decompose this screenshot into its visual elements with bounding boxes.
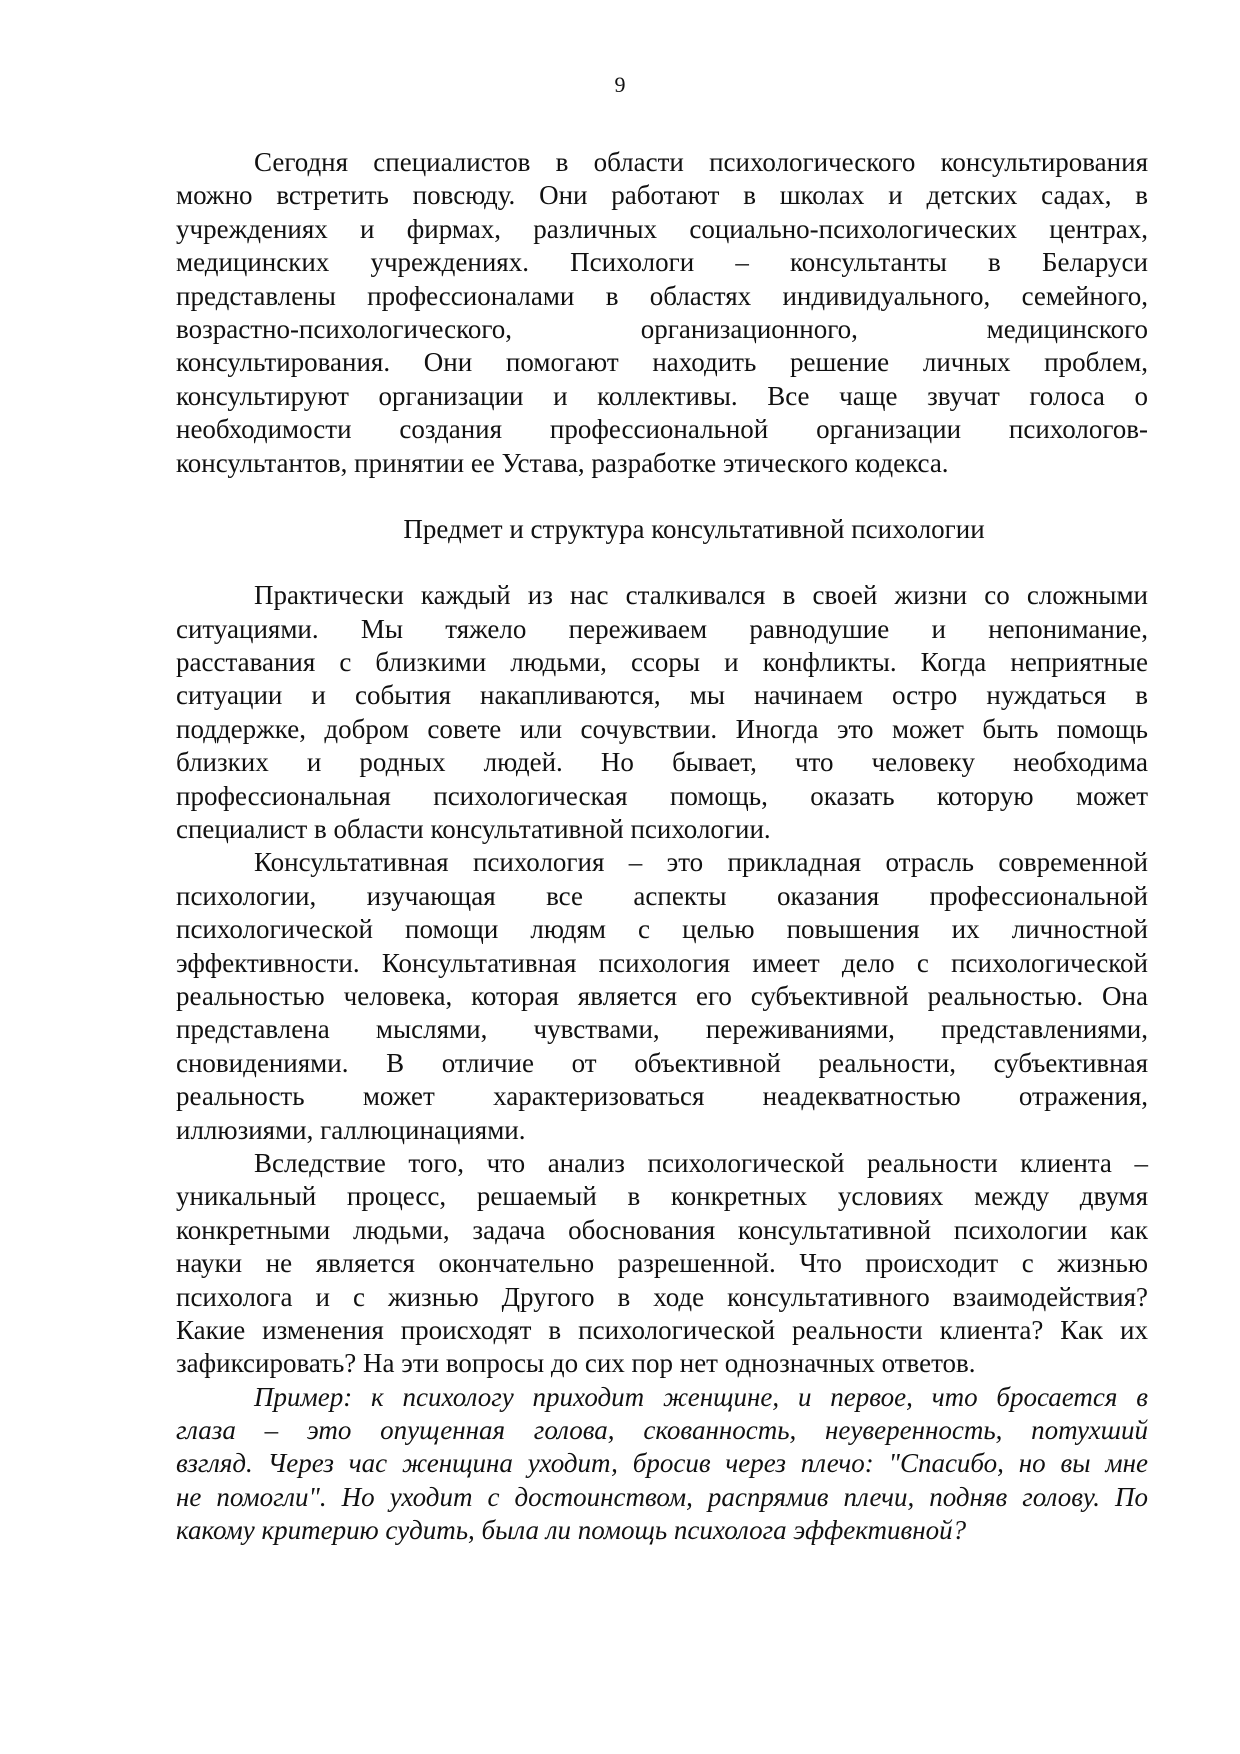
text-line: консультантов, принятии ее Устава, разработке этического кодекса. [176, 447, 949, 478]
text-line: представлены профессионалами в областях индивидуального, семейного, [176, 280, 1148, 311]
text-line: зафиксировать? На эти вопросы до сих пор нет однозначных ответов. [176, 1348, 976, 1379]
section-heading: Предмет и структура консультативной психологии [403, 513, 985, 544]
text-line: конкретными людьми, задача обоснования консультативной психологии как [176, 1214, 1148, 1245]
text-line: какому критерию судить, была ли помощь психолога эффективной? [176, 1515, 967, 1546]
paragraph-example [176, 1381, 1148, 1548]
text-line: реальностью человека, которая является его субъективной реальностью. Она [176, 980, 1148, 1011]
text-line: уникальный процесс, решаемый в конкретных условиях между двумя [176, 1181, 1148, 1212]
text-line: эффективности. Консультативная психология имеет дело с психологической [176, 947, 1148, 978]
text-line: поддержке, добром совете или сочувствии. Иногда это может быть помощь [176, 713, 1148, 744]
text-line: Пример: к психологу приходит женщине, и первое, что бросается в [254, 1381, 1148, 1412]
text-line: не помогли". Но уходит с достоинством, распрямив плечи, подняв голову. По [176, 1481, 1148, 1512]
paragraph-intro [176, 146, 1148, 480]
paragraph-analysis [176, 1147, 1148, 1381]
text-line: ситуациями. Мы тяжело переживаем равнодушие и непонимание, [176, 613, 1148, 644]
text-line: глаза – это опущенная голова, скованность, неуверенность, потухший [176, 1415, 1148, 1446]
text-line: ситуации и события накапливаются, мы начинаем остро нуждаться в [176, 680, 1148, 711]
text-line: медицинских учреждениях. Психологи – консультанты в Беларуси [176, 247, 1148, 278]
text-line: можно встретить повсюду. Они работают в школах и детских садах, в [176, 180, 1148, 211]
paragraph-definition [176, 846, 1148, 1147]
text-line: Практически каждый из нас сталкивался в своей жизни со сложными [254, 580, 1148, 611]
page-body [176, 146, 1148, 1548]
text-line: реальность может характеризоваться неадекватностью отражения, [176, 1081, 1148, 1112]
text-line: необходимости создания профессиональной организации психологов- [176, 414, 1148, 445]
text-line: представлена мыслями, чувствами, переживаниями, представлениями, [176, 1014, 1148, 1045]
text-line: специалист в области консультативной психологии. [176, 814, 771, 845]
text-line: учреждениях и фирмах, различных социально-психологических центрах, [176, 213, 1148, 244]
text-line: Консультативная психология – это прикладная отрасль современной [254, 847, 1148, 878]
text-line: иллюзиями, галлюцинациями. [176, 1114, 526, 1145]
page-number: 9 [614, 72, 626, 97]
text-line: близких и родных людей. Но бывает, что человеку необходима [176, 747, 1148, 778]
text-line: консультируют организации и коллективы. Все чаще звучат голоса о [176, 380, 1148, 411]
text-line: взгляд. Через час женщина уходит, бросив через плечо: "Спасибо, но вы мне [176, 1448, 1148, 1479]
text-line: психологической помощи людям с целью повышения их личностной [176, 914, 1148, 945]
text-line: расставания с близкими людьми, ссоры и конфликты. Когда неприятные [176, 647, 1148, 678]
text-line: Вследствие того, что анализ психологической реальности клиента – [254, 1147, 1148, 1178]
text-line: психологии, изучающая все аспекты оказания профессиональной [176, 880, 1148, 911]
text-line: возрастно-психологического, организационного, медицинского [176, 313, 1148, 344]
text-line: Сегодня специалистов в области психологического консультирования [254, 147, 1148, 177]
text-line: науки не является окончательно разрешенной. Что происходит с жизнью [176, 1248, 1148, 1279]
paragraph-difficult-situations [176, 579, 1148, 846]
text-line: сновидениями. В отличие от объективной реальности, субъективная [176, 1047, 1148, 1078]
text-line: Какие изменения происходят в психологической реальности клиента? Как их [176, 1314, 1148, 1345]
text-line: психолога и с жизнью Другого в ходе консультативного взаимодействия? [176, 1281, 1148, 1312]
text-line: профессиональная психологическая помощь, оказать которую может [176, 780, 1148, 811]
text-line: консультирования. Они помогают находить решение личных проблем, [176, 347, 1148, 378]
